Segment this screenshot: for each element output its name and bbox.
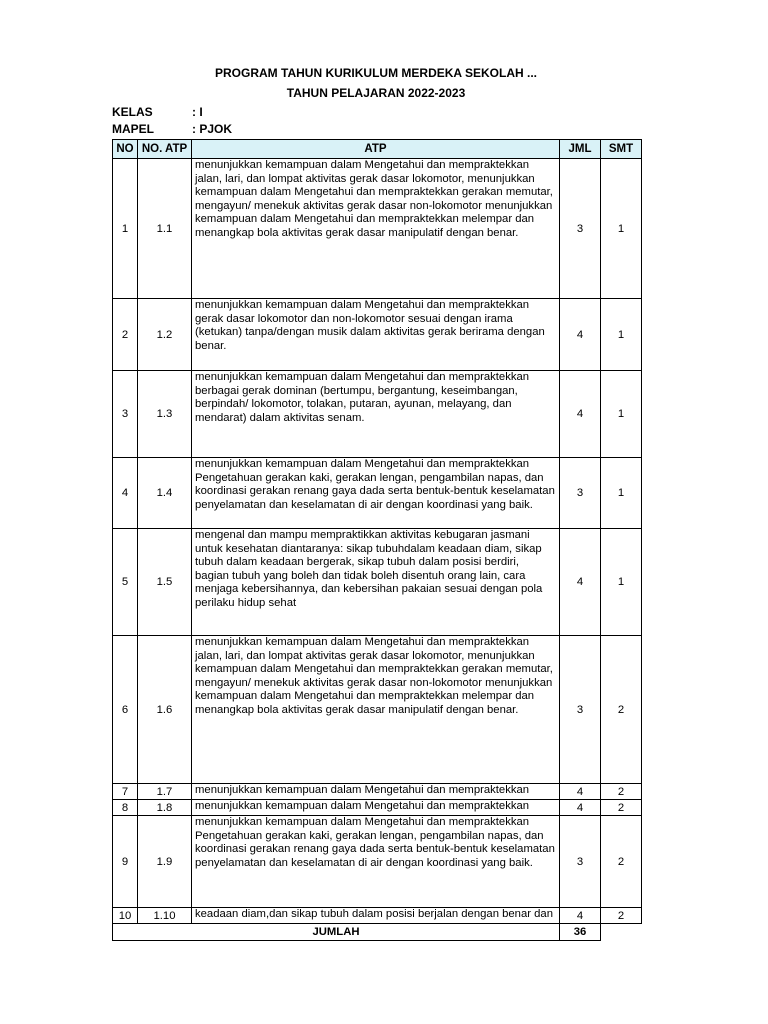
row-jml: 3	[560, 458, 601, 529]
row-no: 3	[113, 371, 138, 458]
row-no-atp: 1.7	[138, 784, 192, 800]
row-smt: 1	[601, 529, 642, 636]
document-subtitle: TAHUN PELAJARAN 2022-2023	[286, 86, 466, 100]
col-header-no-atp: NO. ATP	[138, 140, 192, 159]
row-jml: 4	[560, 784, 601, 800]
total-row	[113, 924, 642, 941]
row-no: 8	[113, 800, 138, 816]
row-no-atp: 1.4	[138, 458, 192, 529]
row-atp: mengenal dan mampu mempraktikkan aktivitas kebugaran jasmani untuk kesehatan diantaranya: sikap tubuhdalam keadaan diam, sikap tubuh dalam keadaan bergerak, sikap tubuh dalam posisi berdiri, bagian tubuh yang boleh dan tidak boleh disentuh orang lain, cara menjaga kebersihannya, dan kebersihan pakaian sesuai dengan pola perilaku hidup sehat	[192, 529, 560, 636]
col-header-atp: ATP	[192, 140, 560, 159]
row-atp: menunjukkan kemampuan dalam Mengetahui dan mempraktekkan Pengetahuan gerakan kaki, gerakan lengan, pengambilan napas, dan koordinasi gerakan renang gaya dada serta bentuk-bentuk keselamatan penyelamatan dan keselamatan di air dengan koordinasi yang baik.	[192, 816, 560, 908]
row-no-atp: 1.8	[138, 800, 192, 816]
row-jml: 4	[560, 299, 601, 371]
row-smt: 1	[601, 159, 642, 299]
row-jml: 4	[560, 529, 601, 636]
table-row	[113, 529, 642, 636]
row-atp: keadaan diam,dan sikap tubuh dalam posisi berjalan dengan benar dan	[195, 908, 553, 920]
mapel-row	[112, 122, 232, 136]
row-jml: 4	[560, 371, 601, 458]
row-smt: 2	[601, 784, 642, 800]
row-no: 5	[113, 529, 138, 636]
row-no: 7	[113, 784, 138, 800]
row-atp: menunjukkan kemampuan dalam Mengetahui dan mempraktekkan gerak dasar lokomotor dan non-lokomotor sesuai dengan irama (ketukan) tanpa/dengan musik dalam aktivitas gerak berirama dengan benar.	[192, 299, 560, 371]
row-smt: 1	[601, 371, 642, 458]
table-row	[113, 816, 642, 908]
table-header-row	[113, 140, 642, 159]
kelas-value: : I	[192, 105, 203, 119]
row-atp: menunjukkan kemampuan dalam Mengetahui dan mempraktekkan Pengetahuan gerakan kaki, gerakan lengan, pengambilan napas, dan koordinasi gerakan renang gaya dada serta bentuk-bentuk keselamatan penyelamatan dan keselamatan di air dengan koordinasi yang baik.	[192, 458, 560, 529]
row-jml: 4	[560, 908, 601, 924]
row-smt: 1	[601, 299, 642, 371]
row-no-atp: 1.9	[138, 816, 192, 908]
table-row	[113, 299, 642, 371]
kelas-label: KELAS	[112, 105, 153, 119]
row-jml: 3	[560, 816, 601, 908]
col-header-no: NO	[113, 140, 138, 159]
table-row	[113, 159, 642, 299]
col-header-smt: SMT	[601, 140, 642, 159]
row-smt: 1	[601, 458, 642, 529]
row-atp: menunjukkan kemampuan dalam Mengetahui dan mempraktekkan jalan, lari, dan lompat aktivitas gerak dasar lokomotor, menunjukkan kemampuan dalam Mengetahui dan mempraktekkan gerakan memutar, mengayun/ menekuk aktivitas gerak dasar non-lokomotor menunjukkan kemampuan dalam Mengetahui dan mempraktekkan melempar dan menangkap bola aktivitas gerak dasar manipulatif dengan benar.	[192, 159, 560, 299]
row-no: 10	[113, 908, 138, 924]
row-smt: 2	[601, 816, 642, 908]
row-no: 4	[113, 458, 138, 529]
total-value: 36	[560, 924, 601, 941]
row-no: 1	[113, 159, 138, 299]
row-no: 9	[113, 816, 138, 908]
table-row	[113, 800, 642, 816]
row-no-atp: 1.1	[138, 159, 192, 299]
row-atp: menunjukkan kemampuan dalam Mengetahui dan mempraktekkan jalan, lari, dan lompat aktivitas gerak dasar lokomotor, menunjukkan kemampuan dalam Mengetahui dan mempraktekkan gerakan memutar, mengayun/ menekuk aktivitas gerak dasar non-lokomotor menunjukkan kemampuan dalam Mengetahui dan mempraktekkan melempar dan menangkap bola aktivitas gerak dasar manipulatif dengan benar.	[192, 636, 560, 784]
table-row	[113, 784, 642, 800]
mapel-value: : PJOK	[192, 122, 233, 136]
row-jml: 4	[560, 800, 601, 816]
row-no-atp: 1.2	[138, 299, 192, 371]
row-no-atp: 1.10	[138, 908, 192, 924]
total-label: JUMLAH	[113, 924, 560, 941]
row-no: 2	[113, 299, 138, 371]
row-smt: 2	[601, 800, 642, 816]
mapel-label: MAPEL	[112, 122, 154, 136]
table-row	[113, 371, 642, 458]
table-row	[113, 908, 642, 924]
row-atp: menunjukkan kemampuan dalam Mengetahui dan mempraktekkan berbagai gerak dominan (bertumpu, bergantung, keseimbangan, berpindah/ lokomotor, tolakan, putaran, ayunan, melayang, dan mendarat) dalam aktivitas senam.	[192, 371, 560, 458]
row-no-atp: 1.6	[138, 636, 192, 784]
kelas-row	[112, 105, 203, 119]
document-title: PROGRAM TAHUN KURIKULUM MERDEKA SEKOLAH ...	[215, 66, 537, 80]
row-no: 6	[113, 636, 138, 784]
row-smt: 2	[601, 636, 642, 784]
row-no-atp: 1.5	[138, 529, 192, 636]
table-row	[113, 636, 642, 784]
table-row	[113, 458, 642, 529]
row-no-atp: 1.3	[138, 371, 192, 458]
col-header-jml: JML	[560, 140, 601, 159]
row-jml: 3	[560, 159, 601, 299]
program-table	[112, 139, 642, 941]
row-atp: menunjukkan kemampuan dalam Mengetahui dan mempraktekkan	[195, 784, 530, 796]
row-smt: 2	[601, 908, 642, 924]
row-jml: 3	[560, 636, 601, 784]
row-atp: menunjukkan kemampuan dalam Mengetahui dan mempraktekkan	[195, 800, 530, 812]
